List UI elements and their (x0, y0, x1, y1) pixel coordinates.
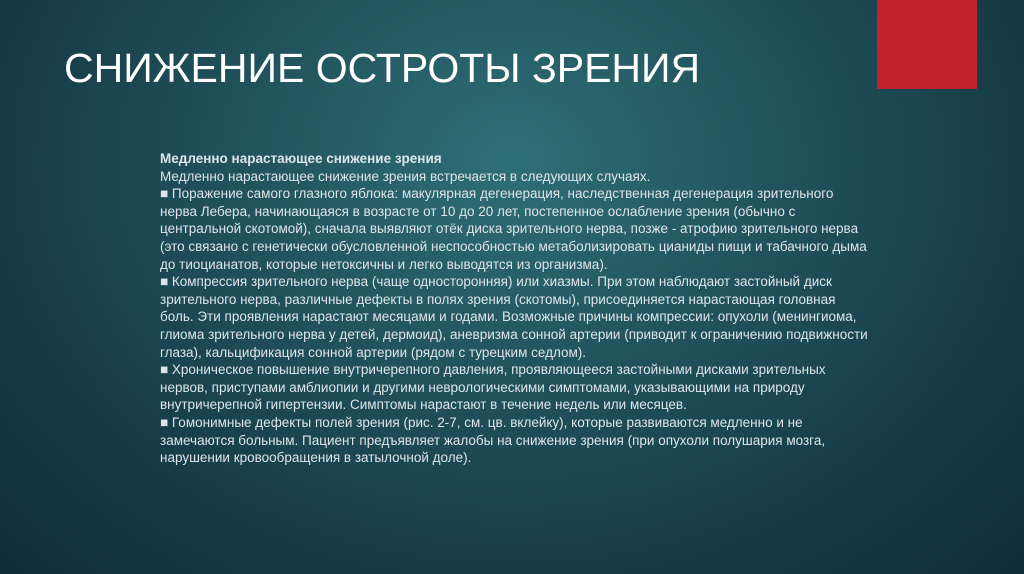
list-item: ■ Хроническое повышение внутричерепного давления, проявляющееся застойными дисками зрительных нервов, приступами амблиопии и другими неврологическими симптомами, указывающими на природу внутричерепной гипертензии. Симптомы нарастают в течение недель или месяцев. (160, 362, 826, 413)
slide-title: СНИЖЕНИЕ ОСТРОТЫ ЗРЕНИЯ (64, 45, 701, 91)
red-accent-bar (877, 0, 977, 89)
list-item: ■ Компрессия зрительного нерва (чаще односторонняя) или хиазмы. При этом наблюдают застойный диск зрительного нерва, различные дефекты в полях зрения (скотомы), присоединяется нарастающая головная боль. Эти проявления нарастают месяцами и годами. Возможные причины компрессии: опухоли (менингиома, глиома зрительного нерва у детей, дермоид), аневризма сонной артерии (приводит к ограничению подвижности глаза), кальцификация сонной артерии (рядом с турецким седлом). (160, 274, 868, 360)
slide-body (160, 150, 870, 467)
list-item: ■ Поражение самого глазного яблока: макулярная дегенерация, наследственная дегенерация зрительного нерва Лебера, начинающаяся в возрасте от 10 до 20 лет, постепенное ослабление зрения (обычно с центральной скотомой), сначала выявляют отёк диска зрительного нерва, позже - атрофию зрительного нерва (это связано с генетически обусловленной неспособностью метаболизировать цианиды пищи и табачного дыма до тиоцианатов, которые нетоксичны и легко выводятся из организма). (160, 186, 867, 272)
intro-paragraph: Медленно нарастающее снижение зрения встречается в следующих случаях. (160, 168, 651, 184)
section-heading: Медленно нарастающее снижение зрения (160, 151, 442, 166)
list-item: ■ Гомонимные дефекты полей зрения (рис. 2-7, см. цв. вклейку), которые развиваются медленно и не замечаются больным. Пациент предъявляет жалобы на снижение зрения (при опухоли полушария мозга, нарушении кровообращения в затылочной доле). (160, 414, 826, 466)
